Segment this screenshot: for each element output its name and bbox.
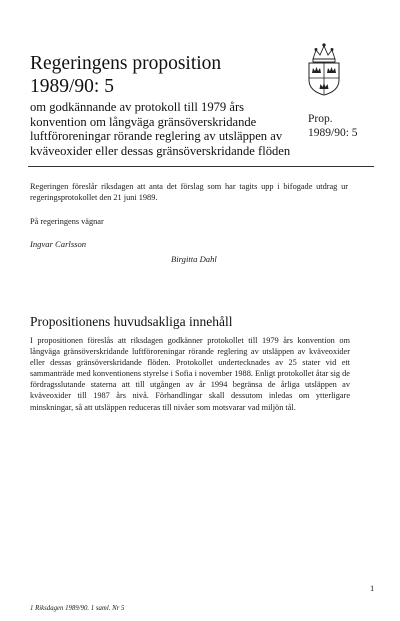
section-heading: Propositionens huvudsakliga innehåll (30, 314, 233, 329)
document-subtitle: om godkännande av protokoll till 1979 års konvention om långväga gränsöverskridande luftföroreningar rörande reglering av utsläppen av kväveoxider eller dessas gränsöverskridande flöden (30, 100, 291, 158)
on-behalf-text: På regeringens vägnar (30, 217, 104, 226)
document-title (30, 52, 290, 98)
page-number: 1 (370, 583, 375, 593)
proposition-label-line1: Prop. (308, 113, 333, 125)
signature-prime-minister: Ingvar Carlsson (30, 239, 87, 249)
swedish-coat-of-arms-icon (304, 42, 344, 96)
document-title-line2: 1989/90: 5 (30, 76, 114, 97)
footer-reference: 1 Riksdagen 1989/90. 1 saml. Nr 5 (30, 605, 125, 612)
proposition-label-line2: 1989/90: 5 (308, 126, 358, 139)
proposition-label (308, 113, 358, 140)
signature-minister: Birgitta Dahl (171, 254, 217, 264)
document-title-line1: Regeringens proposition (30, 53, 222, 74)
intro-paragraph: Regeringen föreslår riksdagen att anta det förslag som har tagits upp i bifogade utdrag ur regeringsprotokollet den 21 juni 1989. (30, 182, 348, 202)
header-divider (28, 166, 374, 167)
summary-paragraph: I propositionen föreslås att riksdagen godkänner protokollet till 1979 års konvention om långväga gränsöverskridande luftföroreningar rörande reglering av utsläppen av kväveoxider eller dessas gränsöverskridande flöden. Protokollet undertecknades av 25 stater vid ett sammanträde med konventionens styrelse i Sofia i november 1988. Enligt protokollet åtar sig de fördragsslutande staterna att till utgången av år 1994 begränsa de årliga utsläppen av kväveoxider till 1987 års nivå. Förhandlingar skall dessutom inledas om ytterligare minskningar, så att utsläppen reduceras till nivåer som motsvarar vad miljön tål. (30, 336, 350, 412)
